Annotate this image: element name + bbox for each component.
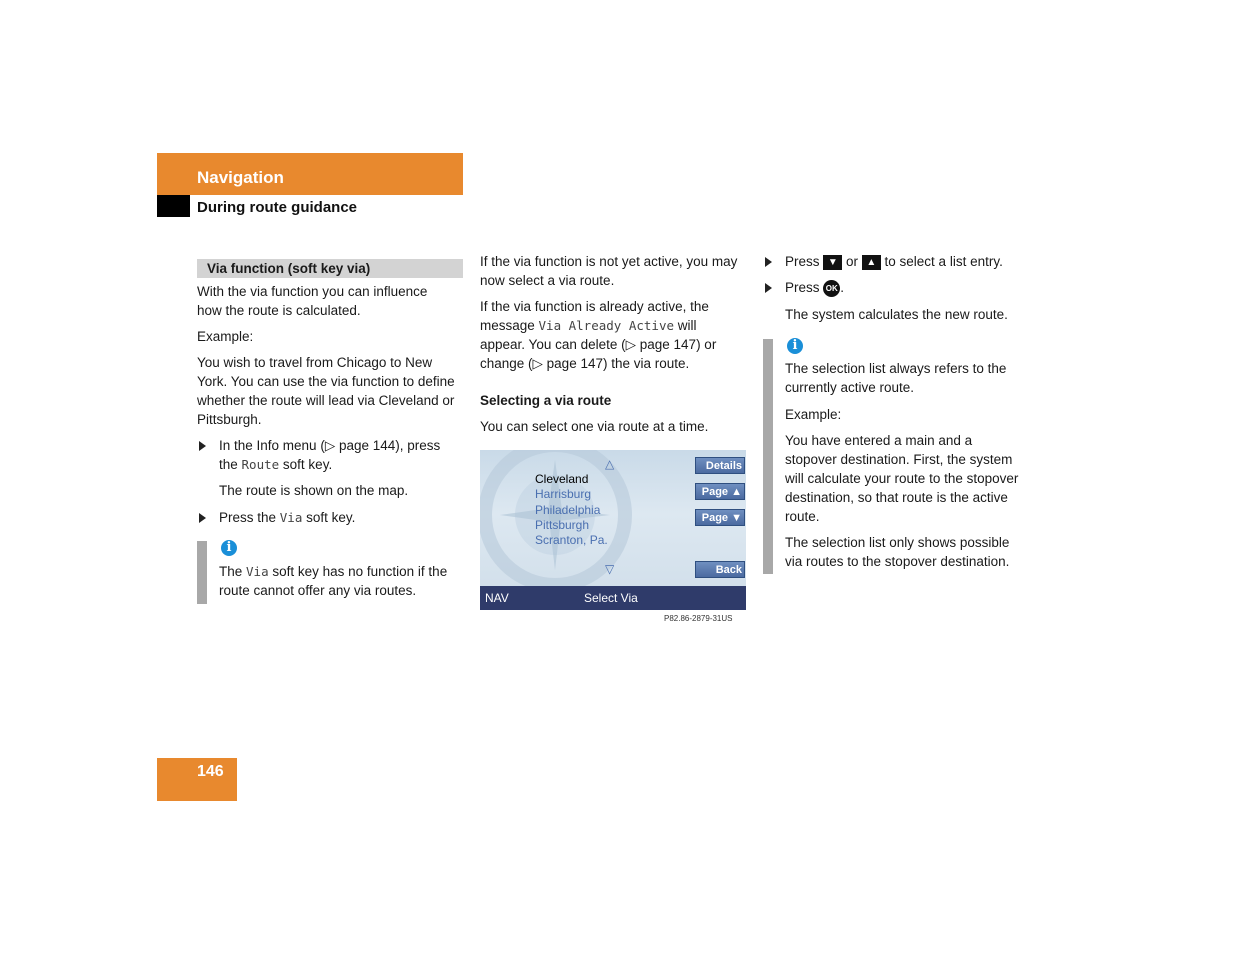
step-press-ok: Press OK . xyxy=(785,280,845,295)
up-key-icon: ▲ xyxy=(862,255,881,270)
info-example-label: Example: xyxy=(785,407,842,422)
example-label: Example: xyxy=(197,329,254,344)
info-sidebar xyxy=(197,541,207,604)
figure-code: P82.86-2879-31US xyxy=(664,614,733,623)
page-number: 146 xyxy=(197,763,224,780)
info-icon: i xyxy=(787,338,803,354)
step-bullet xyxy=(765,283,772,293)
step-result: The route is shown on the map. xyxy=(219,483,409,498)
info-sidebar xyxy=(763,339,773,574)
info-example-paragraph: You have entered a main and a stopover destination. First, the system will calculate your route to the stopover destination, so that route is the active route. xyxy=(785,433,1019,524)
list-item[interactable]: Scranton, Pa. xyxy=(535,533,608,548)
step-bullet xyxy=(199,513,206,523)
back-button[interactable]: Back xyxy=(695,561,745,578)
down-key-icon: ▼ xyxy=(823,255,842,270)
ok-button-icon: OK xyxy=(823,280,840,297)
nav-screen-figure xyxy=(480,450,746,610)
one-at-a-time-paragraph: You can select one via route at a time. xyxy=(480,419,709,434)
step-result: The system calculates the new route. xyxy=(785,307,1008,322)
list-item[interactable]: Philadelphia xyxy=(535,502,601,517)
page-up-button[interactable]: Page ▲ xyxy=(695,483,745,500)
subsection-heading: Selecting a via route xyxy=(480,393,612,408)
list-item[interactable]: Harrisburg xyxy=(535,487,592,502)
page-down-button[interactable]: Page ▼ xyxy=(695,509,745,526)
scroll-up-arrow[interactable]: △ xyxy=(605,457,615,471)
chapter-title: Navigation xyxy=(197,168,284,187)
step-press-via: Press the Via soft key. xyxy=(219,510,356,525)
section-subtitle: During route guidance xyxy=(197,199,358,216)
example-paragraph: You wish to travel from Chicago to New York. You can use the via function to define whether the route will lead via Cleveland or Pittsburgh. xyxy=(197,355,455,427)
via-active-paragraph: If the via function is already active, the message Via Already Active will appear. You can delete (▷ page 147) or change (▷ page 147) the via route. xyxy=(480,299,717,371)
status-nav-label: NAV xyxy=(485,591,509,605)
info-icon: i xyxy=(221,540,237,556)
section-heading: Via function (soft key via) xyxy=(207,261,371,276)
info-selection-list: The selection list always refers to the currently active route. xyxy=(785,361,1007,395)
status-title: Select Via xyxy=(584,591,638,605)
step-bullet xyxy=(199,441,206,451)
details-button[interactable]: Details xyxy=(695,457,745,474)
route-softkey-label: Route xyxy=(241,457,280,472)
step-select-entry: Press ▼ or ▲ to select a list entry. xyxy=(785,254,1003,269)
via-list xyxy=(535,472,608,548)
scroll-down-arrow[interactable]: ▽ xyxy=(605,562,615,576)
info-note: The Via soft key has no function if the route cannot offer any via routes. xyxy=(219,564,448,598)
via-inactive-paragraph: If the via function is not yet active, you may now select a via route. xyxy=(480,254,738,288)
info-possible-routes: The selection list only shows possible via routes to the stopover destination. xyxy=(785,535,1010,569)
list-item[interactable]: Pittsburgh xyxy=(535,517,590,532)
intro-paragraph: With the via function you can influence how the route is calculated. xyxy=(197,284,428,318)
step-info-menu: In the Info menu (▷ page 144), press the Route soft key. xyxy=(219,438,441,472)
via-already-active-message: Via Already Active xyxy=(538,318,674,333)
status-bar xyxy=(480,586,746,610)
via-softkey-label: Via xyxy=(279,510,303,525)
section-marker xyxy=(157,195,190,217)
step-bullet xyxy=(765,257,772,267)
list-item[interactable]: Cleveland xyxy=(535,472,589,486)
